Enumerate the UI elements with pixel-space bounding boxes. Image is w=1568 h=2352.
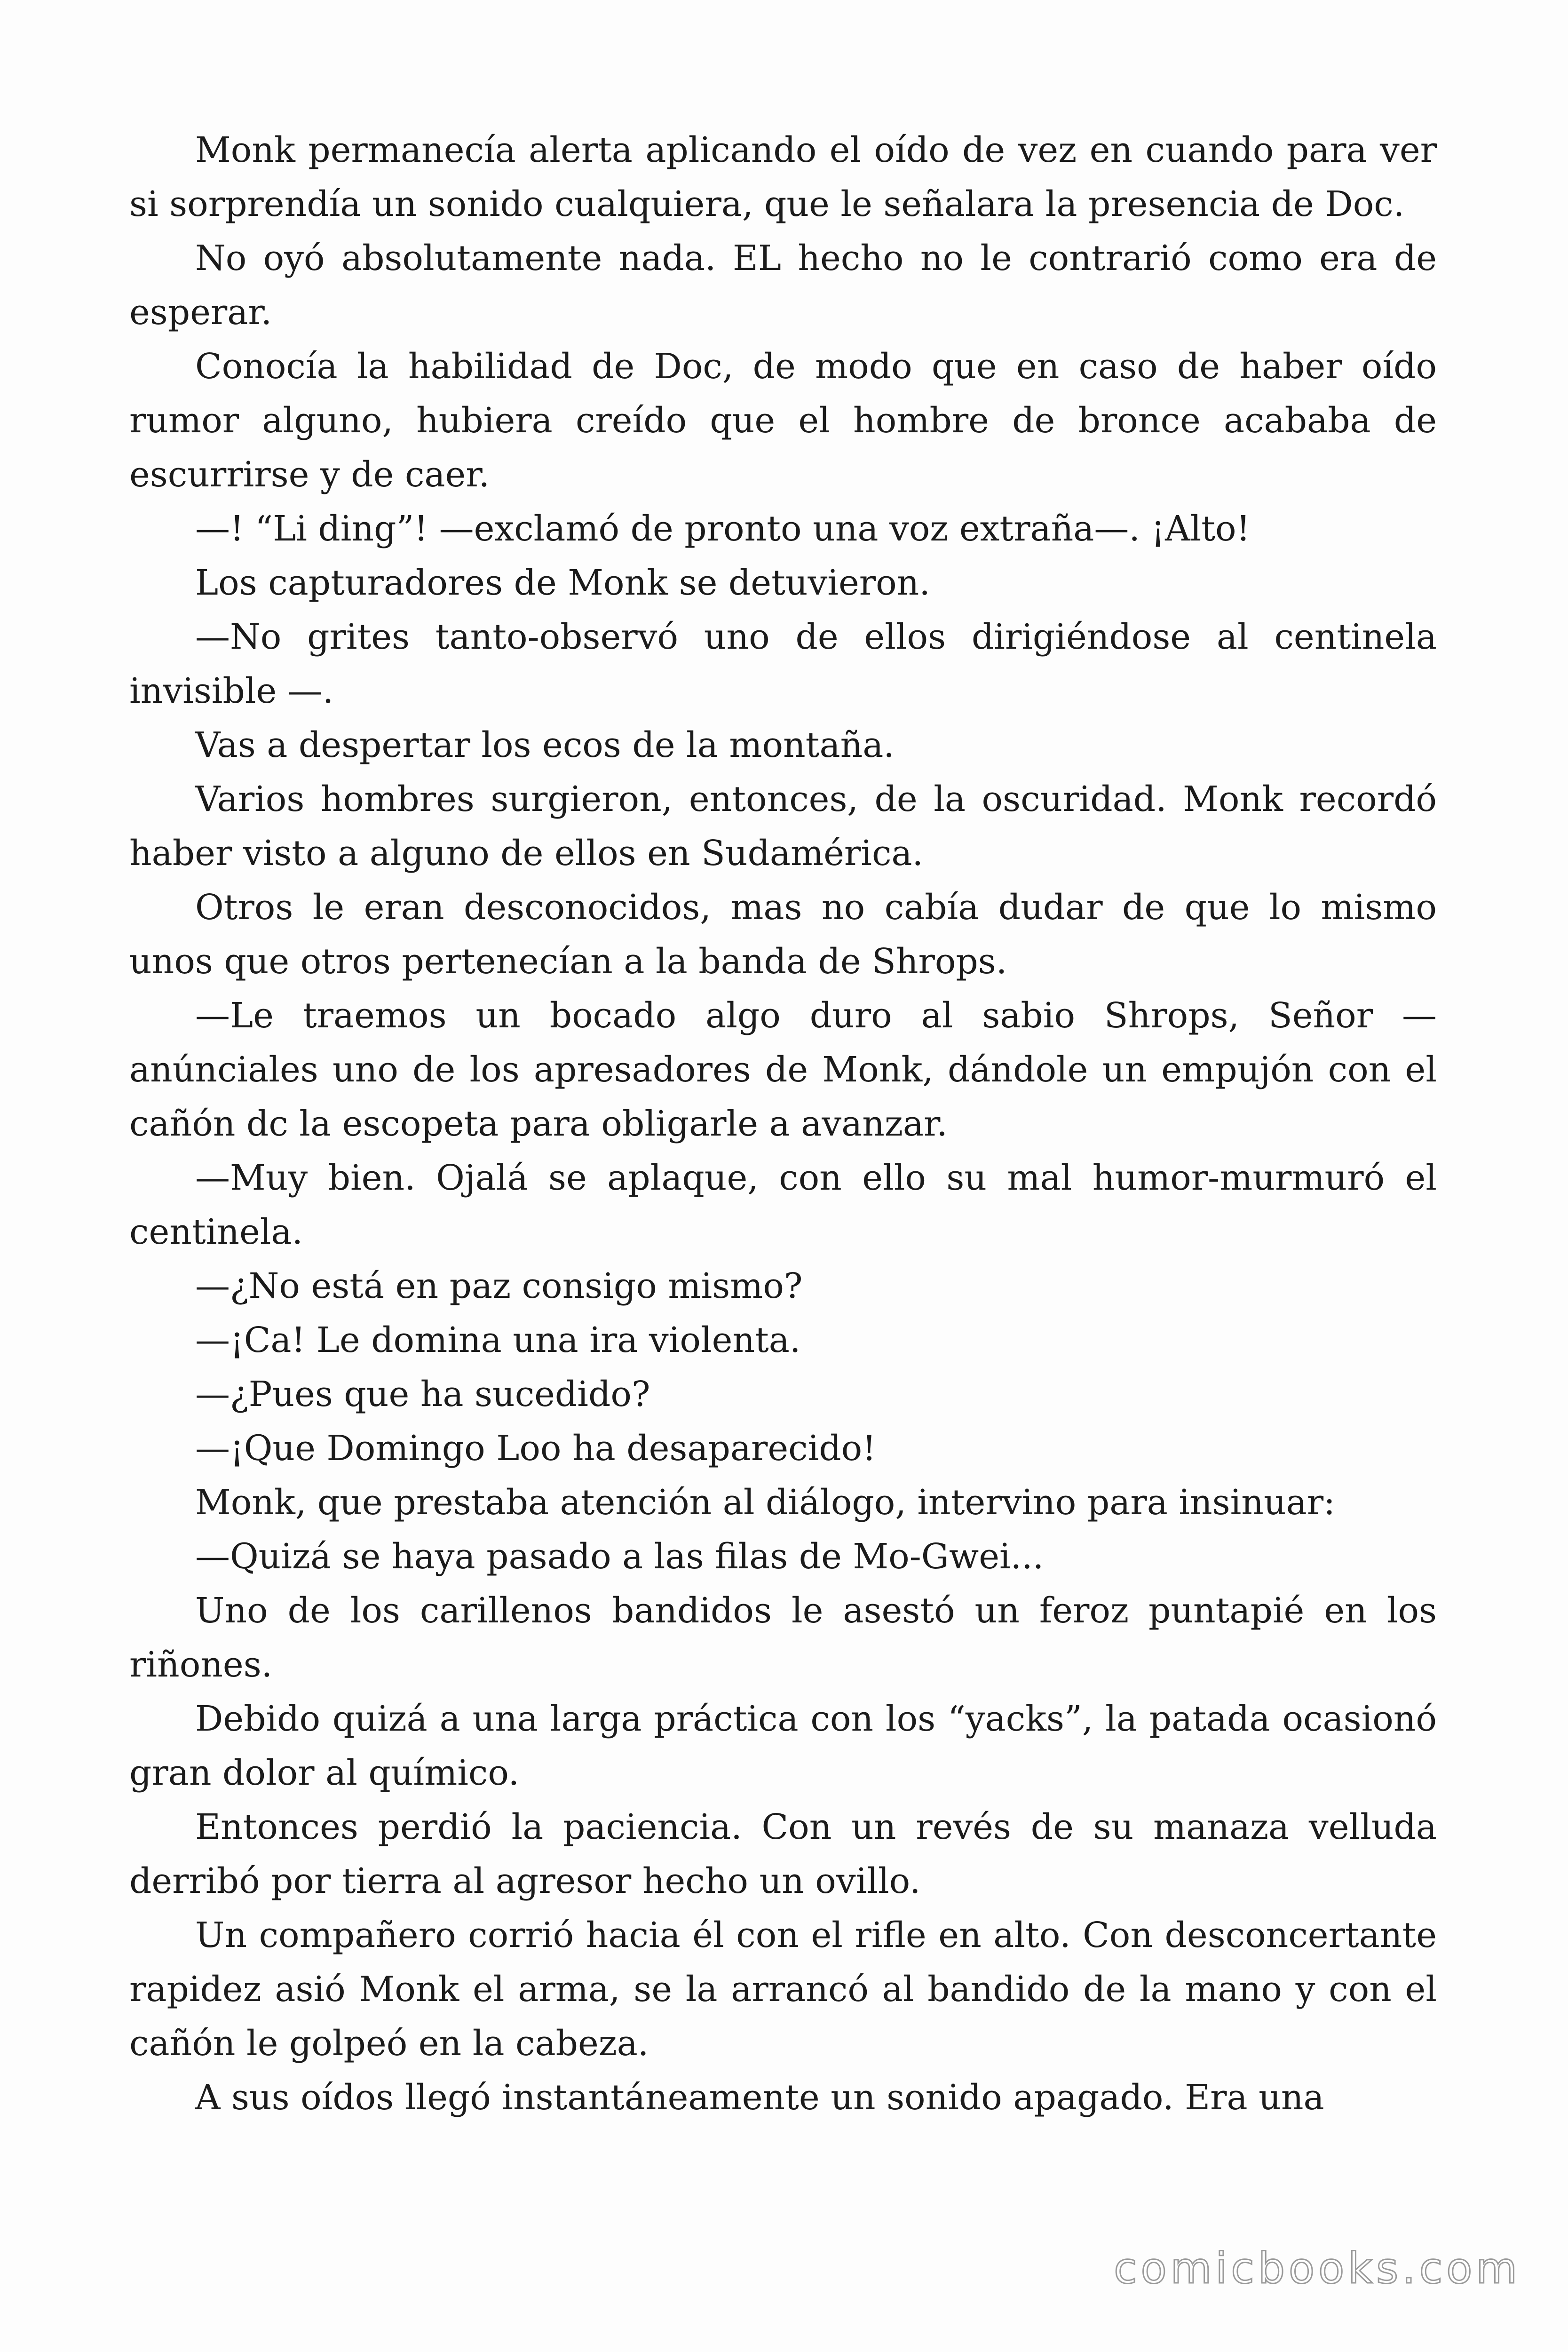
paragraph: Un compañero corrió hacia él con el rifle en alto. Con desconcertante rapidez asió Monk el arma, se la arrancó al bandido de la mano y con el cañón le golpeó en la cabeza. [129, 1915, 1437, 2064]
paragraph: Uno de los carillenos bandidos le asestó un feroz puntapié en los riñones. [129, 1590, 1437, 1685]
paragraph: No oyó absolutamente nada. EL hecho no le contrarió como era de esperar. [129, 238, 1437, 333]
paragraph: —No grites tanto-observó uno de ellos dirigiéndose al centinela invisible —. [129, 617, 1437, 711]
body-text [129, 123, 1437, 2125]
paragraph: Monk, que prestaba atención al diálogo, intervino para insinuar: [195, 1482, 1336, 1523]
paragraph: Los capturadores de Monk se detuvieron. [195, 563, 930, 603]
paragraph: —Le traemos un bocado algo duro al sabio Shrops, Señor —anúnciales uno de los apresadores de Monk, dándole un empujón con el cañón dc la escopeta para obligarle a avanzar. [129, 995, 1437, 1144]
paragraph: Conocía la habilidad de Doc, de modo que en caso de haber oído rumor alguno, hubiera creído que el hombre de bronce acababa de escurrirse y de caer. [129, 346, 1437, 495]
paragraph: Debido quizá a una larga práctica con los “yacks”, la patada ocasionó gran dolor al químico. [129, 1699, 1437, 1793]
paragraph: —! “Li ding”! —exclamó de pronto una voz extraña—. ¡Alto! [195, 509, 1251, 549]
paragraph: —Quizá se haya pasado a las filas de Mo-Gwei... [195, 1536, 1044, 1577]
paragraph: Vas a despertar los ecos de la montaña. [195, 725, 895, 765]
paragraph: Entonces perdió la paciencia. Con un revés de su manaza velluda derribó por tierra al agresor hecho un ovillo. [129, 1807, 1437, 1901]
paragraph: Monk permanecía alerta aplicando el oído de vez en cuando para ver si sorprendía un sonido cualquiera, que le señalara la presencia de Doc. [129, 130, 1437, 224]
paragraph: Varios hombres surgieron, entonces, de la oscuridad. Monk recordó haber visto a alguno de ellos en Sudamérica. [129, 779, 1437, 874]
paragraph: A sus oídos llegó instantáneamente un sonido apagado. Era una [195, 2077, 1324, 2118]
paragraph: —¡Ca! Le domina una ira violenta. [195, 1320, 801, 1360]
paragraph: Otros le eran desconocidos, mas no cabía dudar de que lo mismo unos que otros pertenecían a la banda de Shrops. [129, 887, 1437, 982]
watermark-text: comicbooks.com [1114, 2244, 1521, 2293]
paragraph: —¿No está en paz consigo mismo? [195, 1266, 803, 1306]
paragraph: —¿Pues que ha sucedido? [195, 1374, 650, 1414]
paragraph: —Muy bien. Ojalá se aplaque, con ello su mal humor-murmuró el centinela. [129, 1158, 1437, 1252]
paragraph: —¡Que Domingo Loo ha desaparecido! [195, 1428, 876, 1469]
